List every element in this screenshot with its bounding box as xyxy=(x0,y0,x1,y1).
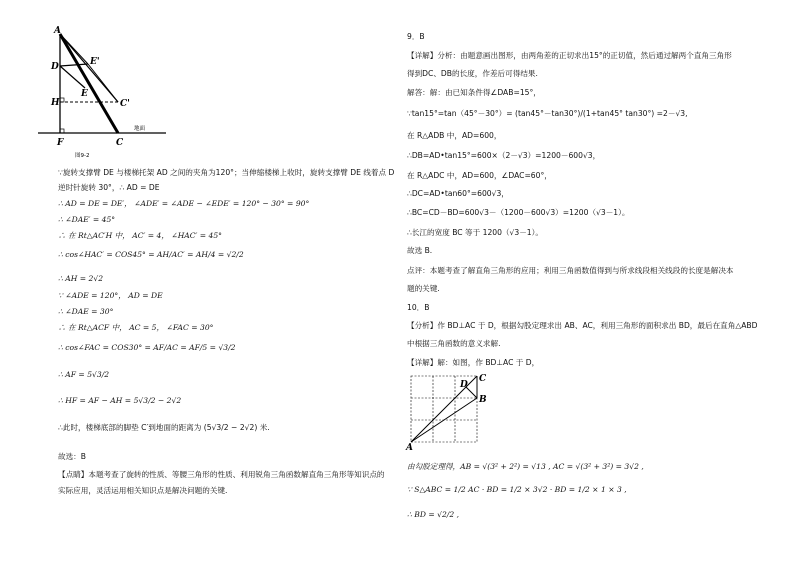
right-line-21: ∴ BD = √2/2 , xyxy=(407,510,459,519)
right-line-4: 解答：解：由已知条件得∠DAB=15°， xyxy=(407,88,541,97)
left-line-14: ∴此时，楼梯底部的脚垫 C′到地面的距离为 (5√3/2 − 2√2) 米. xyxy=(58,423,270,432)
right-line-2: 【详解】分析：由题意画出图形，由两角差的正切求出15°的正切值，然后通过解两个直角三角形 xyxy=(407,51,732,60)
grid-figure xyxy=(405,372,495,452)
left-line-7: ∴ AH = 2√2 xyxy=(58,274,104,283)
right-line-19: 由勾股定理得，AB = √(3² + 2²) = √13 , AC = √(3² + 3²) = 3√2 , xyxy=(407,462,644,471)
left-line-6: ∴ cos∠HAC′ = COS45° = AH/AC′ = AH/4 = √2/2 xyxy=(58,250,244,259)
left-line-12: ∴ AF = 5√3/2 xyxy=(58,370,110,379)
left-line-17: 实际应用，灵活运用相关知识点是解决问题的关键. xyxy=(58,486,228,495)
right-line-15: 10．B xyxy=(407,303,430,312)
left-line-15: 故选：B xyxy=(58,452,86,461)
ground-label: 地面 xyxy=(134,126,146,132)
label-A: A xyxy=(54,26,61,36)
label-C1: C' xyxy=(120,99,130,109)
left-line-10: ∴ 在 Rt△ACF 中， AC = 5， ∠FAC = 30° xyxy=(58,323,214,332)
ladder-figure xyxy=(38,26,208,191)
grid-label-B: B xyxy=(479,395,487,405)
left-line-9: ∴ ∠DAE = 30° xyxy=(58,307,114,316)
right-line-7: ∴DB=AD•tan15°=600×（2－√3）=1200－600√3， xyxy=(407,151,601,160)
right-line-6: 在 R△ADB 中，AD=600， xyxy=(407,131,502,140)
left-line-11: ∴ cos∠FAC = COS30° = AF/AC = AF/5 = √3/2 xyxy=(58,343,236,352)
grid-label-D: D xyxy=(460,380,468,390)
left-line-8: ∵ ∠ADE = 120°， AD = DE xyxy=(58,291,163,300)
label-E1: E' xyxy=(90,57,100,67)
right-line-17: 中根据三角函数的意义求解. xyxy=(407,339,501,348)
right-line-3: 得到DC、DB的长度，作差后可得结果. xyxy=(407,69,538,78)
right-line-5: ∵tan15°=tan（45°－30°）= (tan45°－tan30°)/(1+tan45° tan30°) =2－√3, xyxy=(407,109,688,118)
right-line-20: ∵ S△ABC = 1/2 AC · BD = 1/2 × 3√2 · BD = 1/2 × 1 × 3 , xyxy=(407,485,627,494)
grid-label-A: A xyxy=(406,443,413,452)
right-line-14: 题的关键. xyxy=(407,284,440,293)
right-line-1: 9．B xyxy=(407,32,425,41)
label-C: C xyxy=(116,138,124,148)
right-line-16: 【分析】作 BD⊥AC 于 D，根据勾股定理求出 AB、AC，利用三角形的面积求出 BD，最后在直角△ABD xyxy=(407,321,758,330)
right-line-18: 【详解】解：如图，作 BD⊥AC 于 D， xyxy=(407,358,540,367)
label-H: H xyxy=(51,98,60,108)
right-line-13: 点评：本题考查了解直角三角形的应用；利用三角函数值得到与所求线段相关线段的长度是解决本 xyxy=(407,266,734,275)
left-line-13: ∴ HF = AF − AH = 5√3/2 − 2√2 xyxy=(58,396,182,405)
right-line-10: ∴BC=CD－BD=600√3－（1200－600√3）=1200（√3－1）。 xyxy=(407,208,630,217)
label-F: F xyxy=(57,138,64,148)
left-line-5: ∴ 在 Rt△AC′H 中， AC′ = 4， ∠HAC′ = 45° xyxy=(58,231,222,240)
figure-caption: 图9-2 xyxy=(75,153,90,159)
right-line-8: 在 R△ADC 中，AD=600，∠DAC=60°， xyxy=(407,171,552,180)
label-E: E xyxy=(81,89,88,99)
right-line-12: 故选 B. xyxy=(407,246,433,255)
right-line-11: ∴长江的宽度 BC 等于 1200（√3－1）。 xyxy=(407,228,544,237)
left-line-3: ∴ AD = DE = DE′， ∠ADE′ = ∠ADE − ∠EDE′ = 120° − 30° = 90° xyxy=(58,199,310,208)
left-line-16: 【点睛】本题考查了旋转的性质、等腰三角形的性质、利用锐角三角函数解直角三角形等知识点的 xyxy=(58,470,385,479)
left-line-2: 逆时针旋转 30°，∴ AD = DE xyxy=(58,183,160,192)
left-line-1: ∵旋转支撑臂 DE 与楼梯托架 AD 之间的夹角为120°；当伸缩楼梯上收时，旋转支撑臂 DE 线着点 D xyxy=(58,168,395,177)
label-D: D xyxy=(51,62,59,72)
left-line-4: ∴ ∠DAE′ = 45° xyxy=(58,215,116,224)
grid-label-C: C xyxy=(479,374,487,384)
right-line-9: ∴DC=AD•tan60°=600√3， xyxy=(407,189,509,198)
